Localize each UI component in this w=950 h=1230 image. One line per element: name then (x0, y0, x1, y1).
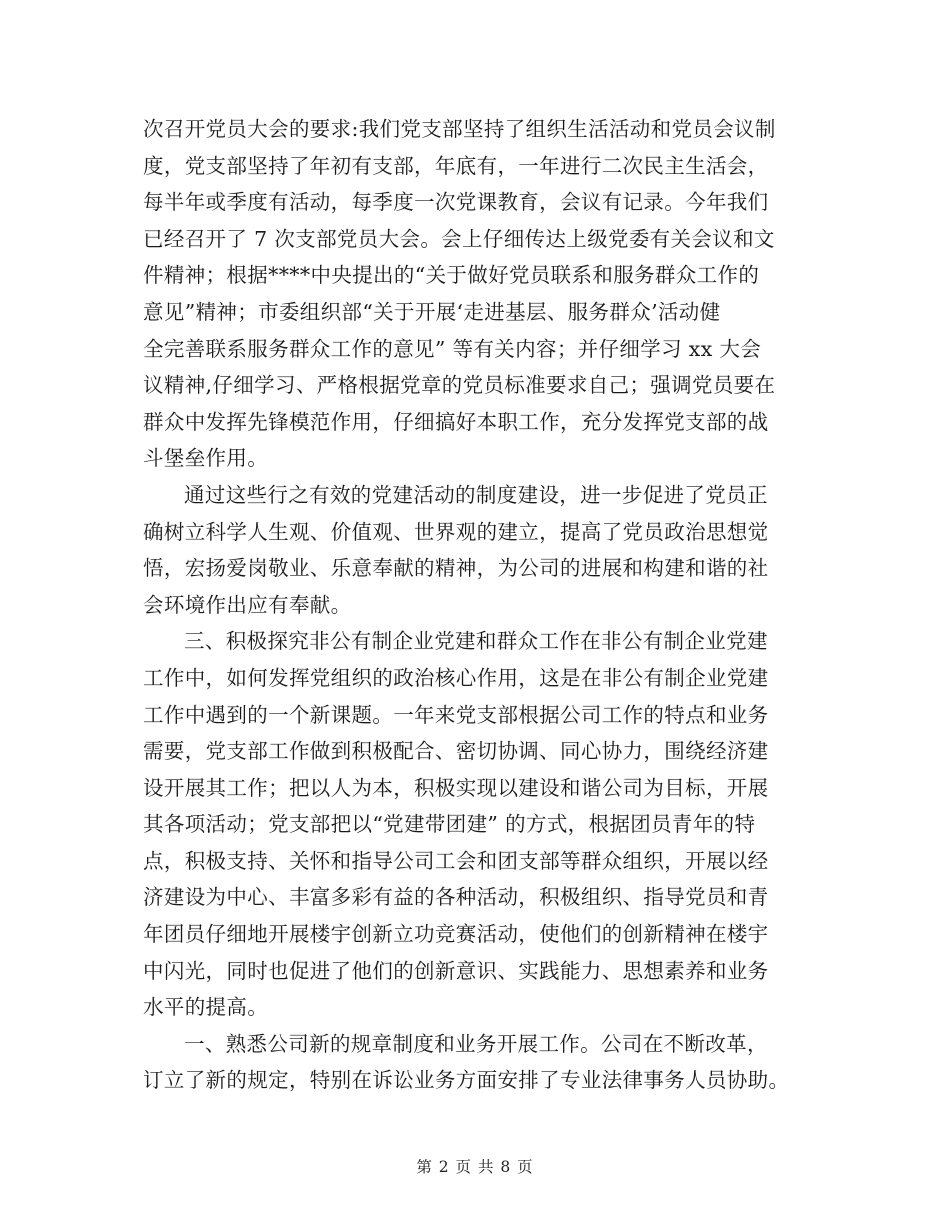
text-line: 悟，宏扬爱岗敬业、乐意奉献的精神，为公司的进展和构建和谐的社 (143, 556, 769, 581)
text-line: 已经召开了 7 次支部党员大会。会上仔细传达上级党委有关会议和文 (143, 226, 775, 251)
page-footer: 第 2 页 共 8 页 (416, 1158, 534, 1176)
text-line: 次召开党员大会的要求:我们党支部坚持了组织生活活动和党员会议制 (143, 117, 776, 141)
paragraph-first-line: 通过这些行之有效的党建活动的制度建设，进一步促进了党员正 (184, 482, 768, 507)
text-line: 工作中遇到的一个新课题。一年来党支部根据公司工作的特点和业务 (143, 702, 769, 727)
text-line: 斗堡垒作用。 (143, 446, 269, 471)
text-line: 意见”精神；市委组织部“关于开展‘走进基层、服务群众’活动健 (143, 299, 721, 324)
text-line: 济建设为中心、丰富多彩有益的各种活动，积极组织、指导党员和青 (143, 885, 769, 910)
text-line: 设开展其工作；把以人为本，积极实现以建设和谐公司为目标，开展 (143, 775, 769, 800)
text-line: 群众中发挥先锋模范作用，仔细搞好本职工作，充分发挥党支部的战 (143, 409, 769, 434)
text-line: 中闪光，同时也促进了他们的创新意识、实践能力、思想素养和业务 (143, 958, 769, 983)
text-line: 其各项活动；党支部把以“党建带团建” 的方式，根据团员青年的特 (143, 812, 756, 837)
paragraph-first-line: 一、熟悉公司新的规章制度和业务开展工作。公司在不断改革， (184, 1031, 768, 1056)
text-line: 会环境作出应有奉献。 (143, 592, 352, 617)
paragraph-first-line: 三、积极探究非公有制企业党建和群众工作在非公有制企业党建 (184, 629, 768, 654)
text-line: 每半年或季度有活动，每季度一次党课教育，会议有记录。今年我们 (143, 190, 769, 215)
text-line: 议精神,仔细学习、严格根据党章的党员标准要求自己；强调党员要在 (143, 373, 776, 398)
document-body (143, 111, 805, 1099)
text-line: 需要，党支部工作做到积极配合、密切协调、同心协力，围绕经济建 (143, 739, 769, 764)
text-line: 水平的提高。 (143, 995, 269, 1020)
text-line: 全完善联系服务群众工作的意见” 等有关内容；并仔细学习 xx 大会 (143, 336, 762, 361)
text-line: 工作中，如何发挥党组织的政治核心作用，这是在非公有制企业党建 (143, 665, 769, 690)
text-line: 点，积极支持、关怀和指导公司工会和团支部等群众组织，开展以经 (143, 848, 769, 873)
text-line: 确树立科学人生观、价值观、世界观的建立，提高了党员政治思想觉 (143, 519, 769, 544)
text-line: 件精神；根据****中央提出的“关于做好党员联系和服务群众工作的 (143, 263, 760, 288)
text-line: 度，党支部坚持了年初有支部，年底有，一年进行二次民主生活会， (143, 153, 769, 178)
text-line: 年团员仔细地开展楼宇创新立功竞赛活动，使他们的创新精神在楼宇 (143, 922, 769, 947)
text-line: 订立了新的规定，特别在诉讼业务方面安排了专业法律事务人员协助。 (143, 1068, 790, 1093)
